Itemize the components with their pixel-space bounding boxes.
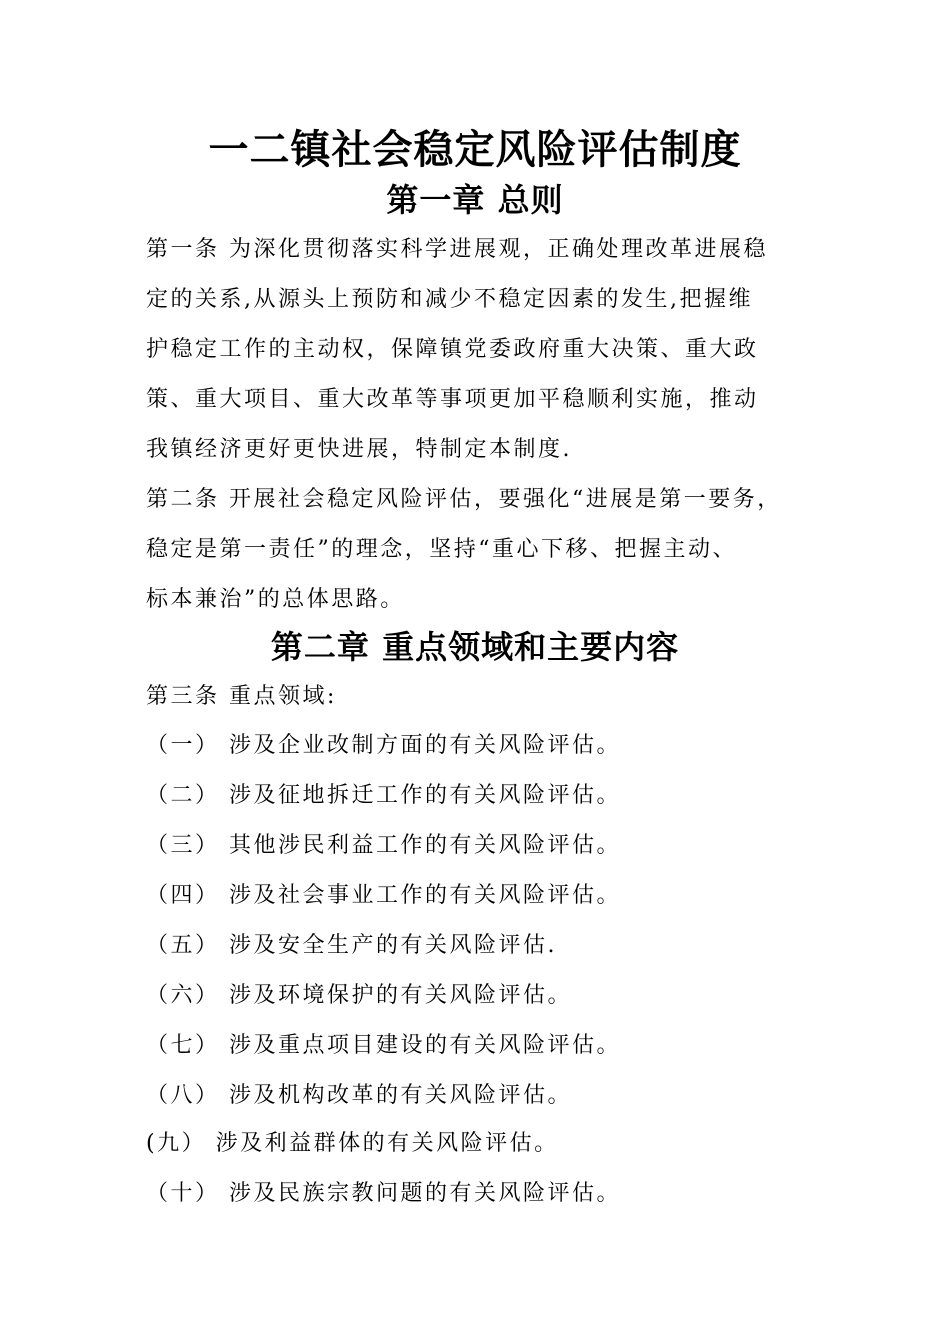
article-two — [146, 475, 826, 625]
chapter-two-heading: 第二章 重点领域和主要内容 — [270, 628, 680, 666]
article-three-intro: 第三条 重点领域: — [146, 684, 337, 709]
document-title: 一二镇社会稳定风险评估制度 — [208, 126, 742, 173]
list-item: （七） 涉及重点项目建设的有关风险评估。 — [146, 1033, 621, 1058]
list-item: （二） 涉及征地拆迁工作的有关风险评估。 — [146, 783, 621, 808]
article-one-line-3: 护稳定工作的主动权，保障镇党委政府重大决策、重大政 — [146, 337, 759, 362]
article-one-line-4: 策、重大项目、重大改革等事项更加平稳顺利实施，推动 — [146, 387, 759, 412]
list-item: (九） 涉及利益群体的有关风险评估。 — [146, 1131, 559, 1156]
list-item: （三） 其他涉民利益工作的有关风险评估。 — [146, 833, 621, 858]
article-one-line-1: 第一条 为深化贯彻落实科学进展观，正确处理改革进展稳 — [146, 237, 768, 262]
article-one-line-2: 定的关系,从源头上预防和减少不稳定因素的发生,把握维 — [146, 287, 753, 312]
list-item: （一） 涉及企业改制方面的有关风险评估。 — [146, 733, 621, 758]
list-item: （八） 涉及机构改革的有关风险评估。 — [146, 1083, 572, 1108]
article-one — [146, 225, 826, 475]
list-item: （六） 涉及环境保护的有关风险评估。 — [146, 983, 572, 1008]
article-two-line-3: 标本兼治”的总体思路。 — [146, 587, 405, 612]
list-item: （四） 涉及社会事业工作的有关风险评估。 — [146, 883, 621, 908]
list-item: （五） 涉及安全生产的有关风险评估. — [146, 933, 557, 958]
chapter-one-heading: 第一章 总则 — [386, 181, 564, 219]
article-two-line-2: 稳定是第一责任”的理念，坚持“重心下移、把握主动、 — [146, 537, 737, 562]
list-item: （十） 涉及民族宗教问题的有关风险评估。 — [146, 1181, 621, 1206]
article-one-line-5: 我镇经济更好更快进展，特制定本制度. — [146, 437, 572, 462]
article-two-line-1: 第二条 开展社会稳定风险评估，要强化“进展是第一要务， — [146, 487, 782, 512]
